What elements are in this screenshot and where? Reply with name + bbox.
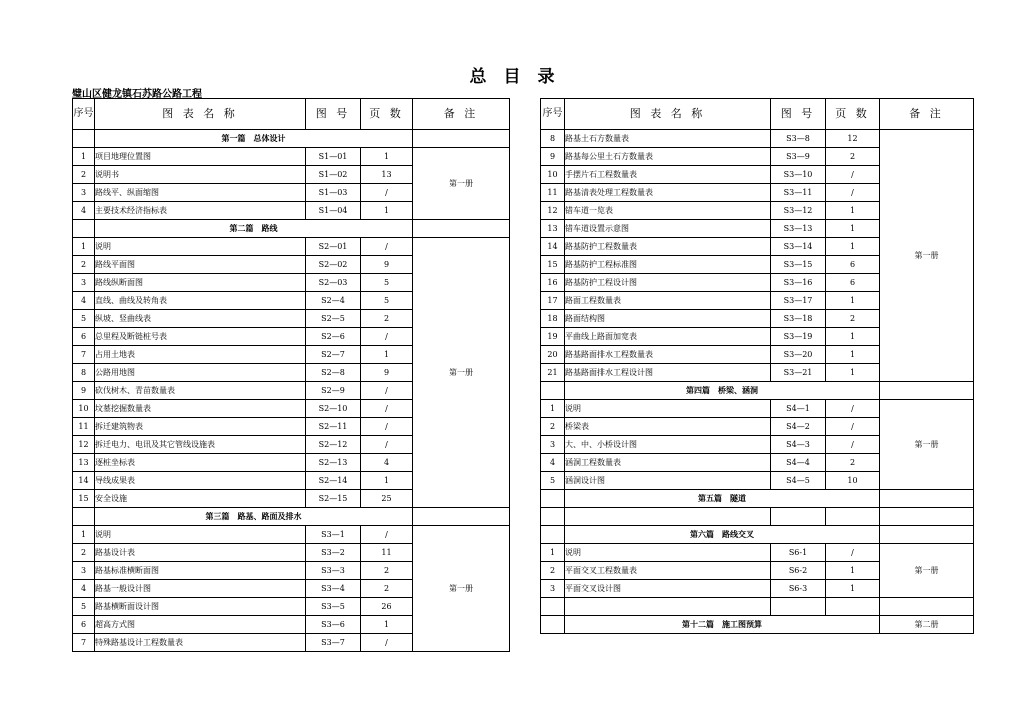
item-name: 路基清表处理工程数量表 xyxy=(565,184,771,202)
item-fig-no: S3—7 xyxy=(306,634,361,652)
remark-cell: 第一册 xyxy=(413,526,510,652)
item-name: 项目地理位置图 xyxy=(95,148,306,166)
section-title: 第五篇 隧道 xyxy=(565,490,880,508)
item-fig-no: S3—17 xyxy=(771,292,826,310)
item-name: 平曲线上路面加宽表 xyxy=(565,328,771,346)
section-row xyxy=(73,130,510,148)
item-fig-no: S1—04 xyxy=(306,202,361,220)
item-fig-no: S2—03 xyxy=(306,274,361,292)
blank-cell xyxy=(541,508,565,526)
item-no: 4 xyxy=(541,454,565,472)
item-fig-no: S3—13 xyxy=(771,220,826,238)
item-fig-no: S2—01 xyxy=(306,238,361,256)
item-fig-no: S3—15 xyxy=(771,256,826,274)
item-no: 5 xyxy=(73,310,95,328)
item-pages: 1 xyxy=(361,202,413,220)
item-no: 3 xyxy=(541,580,565,598)
item-fig-no: S4—4 xyxy=(771,454,826,472)
item-no: 2 xyxy=(73,166,95,184)
item-fig-no: S3—16 xyxy=(771,274,826,292)
item-fig-no: S2—13 xyxy=(306,454,361,472)
section-row xyxy=(541,382,974,400)
item-name: 路基横断面设计图 xyxy=(95,598,306,616)
section-title: 第十二篇 施工图预算 xyxy=(565,616,880,634)
section-title: 第一篇 总体设计 xyxy=(95,130,413,148)
item-fig-no: S6-2 xyxy=(771,562,826,580)
blank-cell xyxy=(565,508,771,526)
item-pages: / xyxy=(361,184,413,202)
item-pages: 10 xyxy=(826,472,880,490)
item-pages: 1 xyxy=(826,292,880,310)
item-fig-no: S2—9 xyxy=(306,382,361,400)
item-no: 2 xyxy=(73,256,95,274)
item-pages: 1 xyxy=(361,472,413,490)
item-pages: 1 xyxy=(826,346,880,364)
item-no: 6 xyxy=(73,328,95,346)
item-pages: 1 xyxy=(826,328,880,346)
item-name: 路基路面排水工程数量表 xyxy=(565,346,771,364)
item-pages: 2 xyxy=(826,148,880,166)
item-name: 路基防护工程标准图 xyxy=(565,256,771,274)
item-pages: / xyxy=(361,400,413,418)
item-no: 9 xyxy=(73,382,95,400)
item-name: 逐桩坐标表 xyxy=(95,454,306,472)
remark-cell xyxy=(413,508,510,526)
item-pages: 1 xyxy=(826,202,880,220)
section-no-cell xyxy=(73,220,95,238)
item-name: 纵坡、竖曲线表 xyxy=(95,310,306,328)
remark-cell xyxy=(880,382,974,400)
section-no-cell xyxy=(73,130,95,148)
item-name: 拆迁建筑物表 xyxy=(95,418,306,436)
item-no: 11 xyxy=(73,418,95,436)
item-no: 4 xyxy=(73,580,95,598)
section-row xyxy=(541,490,974,508)
item-pages: 9 xyxy=(361,364,413,382)
item-no: 1 xyxy=(73,238,95,256)
item-fig-no: S1—01 xyxy=(306,148,361,166)
item-pages: 1 xyxy=(826,562,880,580)
item-fig-no: S2—12 xyxy=(306,436,361,454)
item-name: 公路用地图 xyxy=(95,364,306,382)
table-row xyxy=(541,400,974,418)
item-name: 路基设计表 xyxy=(95,544,306,562)
section-no-cell xyxy=(541,382,565,400)
item-fig-no: S6-1 xyxy=(771,544,826,562)
item-no: 11 xyxy=(541,184,565,202)
section-row xyxy=(541,526,974,544)
item-name: 路面结构图 xyxy=(565,310,771,328)
item-name: 平面交叉工程数量表 xyxy=(565,562,771,580)
item-no: 10 xyxy=(541,166,565,184)
item-pages: 2 xyxy=(361,562,413,580)
item-pages: 12 xyxy=(826,130,880,148)
item-pages: / xyxy=(826,436,880,454)
project-name: 璧山区健龙镇石苏路公路工程 xyxy=(72,89,202,100)
item-name: 特殊路基设计工程数量表 xyxy=(95,634,306,652)
item-no: 1 xyxy=(541,544,565,562)
item-name: 大、中、小桥设计图 xyxy=(565,436,771,454)
section-title: 第六篇 路线交叉 xyxy=(565,526,880,544)
item-fig-no: S4—5 xyxy=(771,472,826,490)
item-pages: / xyxy=(361,238,413,256)
item-fig-no: S2—6 xyxy=(306,328,361,346)
item-fig-no: S2—5 xyxy=(306,310,361,328)
item-no: 15 xyxy=(73,490,95,508)
item-no: 6 xyxy=(73,616,95,634)
item-pages: 2 xyxy=(361,310,413,328)
item-name: 路基路面排水工程设计图 xyxy=(565,364,771,382)
item-pages: 13 xyxy=(361,166,413,184)
item-fig-no: S3—8 xyxy=(771,130,826,148)
item-no: 8 xyxy=(73,364,95,382)
remark-cell xyxy=(413,220,510,238)
item-no: 4 xyxy=(73,202,95,220)
item-name: 占用土地表 xyxy=(95,346,306,364)
item-no: 2 xyxy=(541,418,565,436)
item-fig-no: S3—5 xyxy=(306,598,361,616)
item-name: 说明 xyxy=(95,238,306,256)
item-name: 说明 xyxy=(95,526,306,544)
item-pages: / xyxy=(361,526,413,544)
item-pages: 5 xyxy=(361,274,413,292)
blank-row xyxy=(541,508,974,526)
item-fig-no: S3—9 xyxy=(771,148,826,166)
item-fig-no: S4—3 xyxy=(771,436,826,454)
item-fig-no: S4—1 xyxy=(771,400,826,418)
item-no: 10 xyxy=(73,400,95,418)
item-fig-no: S4—2 xyxy=(771,418,826,436)
item-pages: / xyxy=(361,436,413,454)
item-fig-no: S3—10 xyxy=(771,166,826,184)
item-pages: / xyxy=(826,544,880,562)
remark-cell xyxy=(880,490,974,508)
table-row xyxy=(73,148,510,166)
item-name: 路面工程数量表 xyxy=(565,292,771,310)
item-pages: / xyxy=(826,418,880,436)
blank-cell xyxy=(771,598,826,616)
item-fig-no: S3—14 xyxy=(771,238,826,256)
item-pages: 1 xyxy=(826,580,880,598)
item-name: 导线成果表 xyxy=(95,472,306,490)
item-no: 14 xyxy=(73,472,95,490)
item-name: 说明 xyxy=(565,400,771,418)
table-row xyxy=(541,130,974,148)
table-row xyxy=(73,526,510,544)
item-no: 12 xyxy=(73,436,95,454)
header-fig: 图 号 xyxy=(306,99,361,130)
item-name: 主要技术经济指标表 xyxy=(95,202,306,220)
blank-cell xyxy=(541,598,565,616)
item-fig-no: S3—18 xyxy=(771,310,826,328)
section-no-cell xyxy=(541,616,565,634)
remark-cell: 第一册 xyxy=(880,400,974,490)
item-name: 说明 xyxy=(565,544,771,562)
item-fig-no: S3—3 xyxy=(306,562,361,580)
header-no: 序号 xyxy=(73,99,95,130)
section-title: 第三篇 路基、路面及排水 xyxy=(95,508,413,526)
header-fig: 图 号 xyxy=(771,99,826,130)
item-name: 路基一般设计图 xyxy=(95,580,306,598)
item-pages: 9 xyxy=(361,256,413,274)
item-pages: 2 xyxy=(826,310,880,328)
item-pages: 1 xyxy=(826,220,880,238)
remark-cell: 第一册 xyxy=(413,148,510,220)
item-fig-no: S1—03 xyxy=(306,184,361,202)
header-name: 图 表 名 称 xyxy=(95,99,306,130)
item-pages: 2 xyxy=(361,580,413,598)
item-fig-no: S1—02 xyxy=(306,166,361,184)
blank-cell xyxy=(565,598,771,616)
item-no: 9 xyxy=(541,148,565,166)
blank-cell xyxy=(880,598,974,616)
blank-cell xyxy=(826,598,880,616)
item-name: 说明书 xyxy=(95,166,306,184)
item-fig-no: S2—14 xyxy=(306,472,361,490)
item-no: 3 xyxy=(73,562,95,580)
item-no: 7 xyxy=(73,634,95,652)
item-name: 手摆片石工程数量表 xyxy=(565,166,771,184)
item-no: 19 xyxy=(541,328,565,346)
item-pages: 26 xyxy=(361,598,413,616)
section-title: 第四篇 桥梁、涵洞 xyxy=(565,382,880,400)
item-pages: / xyxy=(361,634,413,652)
item-no: 21 xyxy=(541,364,565,382)
item-name: 总里程及断链桩号表 xyxy=(95,328,306,346)
remark-cell: 第一册 xyxy=(880,130,974,382)
item-no: 8 xyxy=(541,130,565,148)
item-fig-no: S3—20 xyxy=(771,346,826,364)
item-no: 1 xyxy=(541,400,565,418)
item-pages: / xyxy=(361,382,413,400)
item-pages: 25 xyxy=(361,490,413,508)
item-pages: 5 xyxy=(361,292,413,310)
item-fig-no: S2—8 xyxy=(306,364,361,382)
item-name: 路线纵断面图 xyxy=(95,274,306,292)
item-fig-no: S2—15 xyxy=(306,490,361,508)
header-row xyxy=(541,99,974,130)
item-fig-no: S3—4 xyxy=(306,580,361,598)
item-pages: / xyxy=(361,418,413,436)
item-name: 拆迁电力、电讯及其它管线设施表 xyxy=(95,436,306,454)
section-row xyxy=(73,220,510,238)
item-pages: 11 xyxy=(361,544,413,562)
item-fig-no: S3—11 xyxy=(771,184,826,202)
header-no: 序号 xyxy=(541,99,565,130)
item-fig-no: S2—11 xyxy=(306,418,361,436)
item-no: 3 xyxy=(73,274,95,292)
toc-table-left xyxy=(72,98,510,652)
item-fig-no: S3—19 xyxy=(771,328,826,346)
item-pages: 6 xyxy=(826,256,880,274)
section-no-cell xyxy=(541,526,565,544)
item-no: 2 xyxy=(73,544,95,562)
item-fig-no: S6-3 xyxy=(771,580,826,598)
item-fig-no: S2—7 xyxy=(306,346,361,364)
item-pages: / xyxy=(826,184,880,202)
item-name: 路基标准横断面图 xyxy=(95,562,306,580)
item-no: 13 xyxy=(73,454,95,472)
section-row xyxy=(73,508,510,526)
item-fig-no: S3—12 xyxy=(771,202,826,220)
item-name: 路线平面图 xyxy=(95,256,306,274)
remark-cell xyxy=(880,526,974,544)
item-no: 14 xyxy=(541,238,565,256)
item-pages: 4 xyxy=(361,454,413,472)
table-row xyxy=(73,238,510,256)
item-name: 涵洞设计图 xyxy=(565,472,771,490)
toc-table-right xyxy=(540,98,974,634)
header-row xyxy=(73,99,510,130)
item-pages: 1 xyxy=(361,148,413,166)
header-remark: 备 注 xyxy=(880,99,974,130)
item-fig-no: S3—6 xyxy=(306,616,361,634)
item-fig-no: S3—2 xyxy=(306,544,361,562)
item-fig-no: S2—02 xyxy=(306,256,361,274)
remark-cell: 第一册 xyxy=(880,544,974,598)
item-name: 超高方式图 xyxy=(95,616,306,634)
item-fig-no: S2—10 xyxy=(306,400,361,418)
item-name: 涵洞工程数量表 xyxy=(565,454,771,472)
remark-cell: 第二册 xyxy=(880,616,974,634)
item-pages: / xyxy=(826,166,880,184)
item-pages: 1 xyxy=(826,238,880,256)
section-title: 第二篇 路线 xyxy=(95,220,413,238)
item-name: 直线、曲线及转角表 xyxy=(95,292,306,310)
blank-cell xyxy=(880,508,974,526)
item-pages: 6 xyxy=(826,274,880,292)
header-pages: 页 数 xyxy=(826,99,880,130)
item-name: 错车道一览表 xyxy=(565,202,771,220)
item-name: 路基防护工程数量表 xyxy=(565,238,771,256)
item-name: 路基防护工程设计图 xyxy=(565,274,771,292)
item-no: 20 xyxy=(541,346,565,364)
blank-row xyxy=(541,598,974,616)
document-title: 总 目 录 xyxy=(469,67,555,87)
section-no-cell xyxy=(541,490,565,508)
item-name: 安全设施 xyxy=(95,490,306,508)
item-name: 砍伐树木、青苗数量表 xyxy=(95,382,306,400)
section-row xyxy=(541,616,974,634)
blank-cell xyxy=(826,508,880,526)
item-no: 1 xyxy=(73,148,95,166)
item-pages: / xyxy=(361,328,413,346)
item-no: 4 xyxy=(73,292,95,310)
item-pages: 1 xyxy=(361,616,413,634)
table-row xyxy=(541,544,974,562)
item-fig-no: S2—4 xyxy=(306,292,361,310)
item-name: 路基土石方数量表 xyxy=(565,130,771,148)
item-no: 13 xyxy=(541,220,565,238)
item-name: 平面交叉设计图 xyxy=(565,580,771,598)
item-pages: 1 xyxy=(361,346,413,364)
blank-cell xyxy=(771,508,826,526)
item-no: 12 xyxy=(541,202,565,220)
item-name: 坟墓挖掘数量表 xyxy=(95,400,306,418)
item-no: 15 xyxy=(541,256,565,274)
item-pages: 1 xyxy=(826,364,880,382)
item-name: 路基每公里土石方数量表 xyxy=(565,148,771,166)
header-name: 图 表 名 称 xyxy=(565,99,771,130)
item-no: 3 xyxy=(73,184,95,202)
item-no: 5 xyxy=(541,472,565,490)
item-no: 17 xyxy=(541,292,565,310)
item-no: 5 xyxy=(73,598,95,616)
remark-cell xyxy=(413,130,510,148)
item-pages: / xyxy=(826,400,880,418)
item-pages: 2 xyxy=(826,454,880,472)
header-pages: 页 数 xyxy=(361,99,413,130)
item-no: 18 xyxy=(541,310,565,328)
item-fig-no: S3—21 xyxy=(771,364,826,382)
item-no: 16 xyxy=(541,274,565,292)
item-no: 7 xyxy=(73,346,95,364)
item-no: 3 xyxy=(541,436,565,454)
header-remark: 备 注 xyxy=(413,99,510,130)
item-no: 1 xyxy=(73,526,95,544)
item-name: 桥梁表 xyxy=(565,418,771,436)
item-name: 路线平、纵面缩图 xyxy=(95,184,306,202)
section-no-cell xyxy=(73,508,95,526)
item-no: 2 xyxy=(541,562,565,580)
item-fig-no: S3—1 xyxy=(306,526,361,544)
item-name: 错车道设置示意图 xyxy=(565,220,771,238)
remark-cell: 第一册 xyxy=(413,238,510,508)
